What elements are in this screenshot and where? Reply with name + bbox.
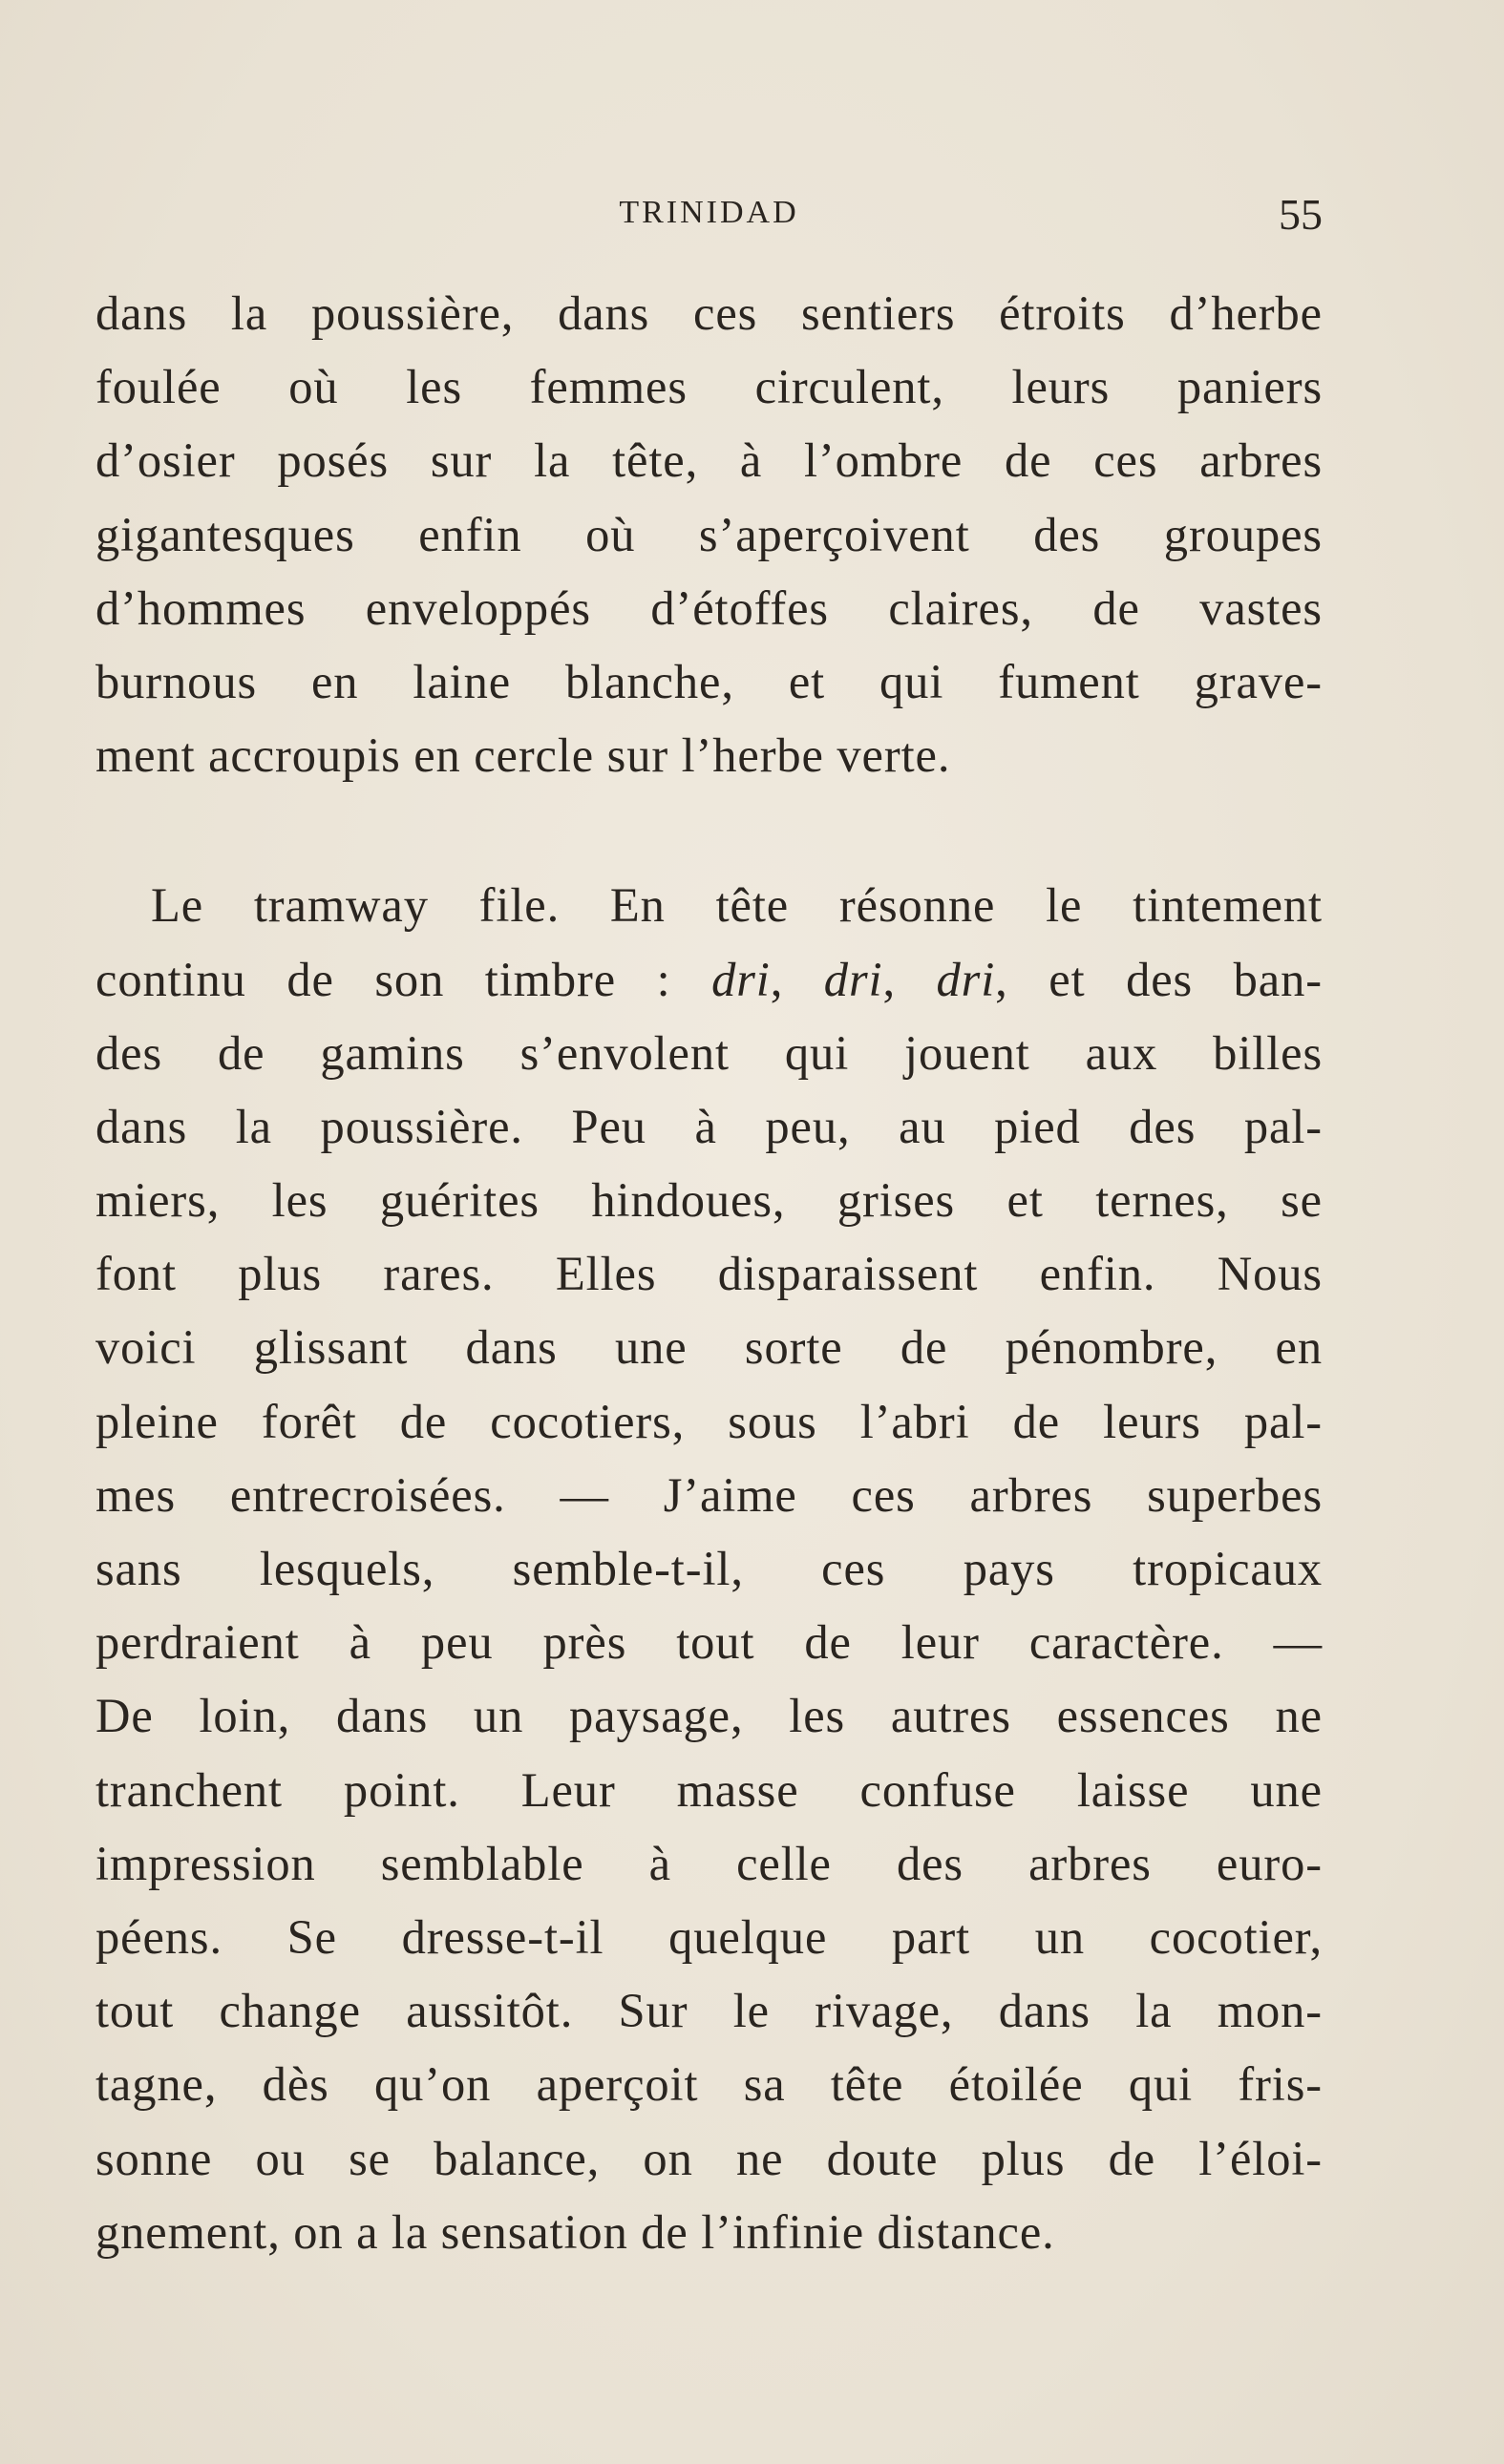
text-line: Le tramway file. En tête résonne le tintement bbox=[151, 878, 1323, 933]
page-number: 55 bbox=[1279, 190, 1323, 239]
text-line: De loin, dans un paysage, les autres essences ne bbox=[95, 1689, 1323, 1743]
text-line: perdraient à peu près tout de leur caractère. — bbox=[95, 1615, 1323, 1670]
text-line: foulée où les femmes circulent, leurs paniers bbox=[95, 360, 1323, 414]
italic-word: dri bbox=[823, 952, 883, 1006]
text-line: tagne, dès qu’on aperçoit sa tête étoilée qui fris- bbox=[95, 2057, 1323, 2112]
paragraph-2 bbox=[95, 869, 1323, 2269]
paragraph-1 bbox=[95, 277, 1323, 792]
body-text bbox=[95, 277, 1323, 2269]
page-header bbox=[95, 189, 1323, 237]
text-line: mes entrecroisées. — J’aime ces arbres superbes bbox=[95, 1467, 1323, 1522]
text-line: impression semblable à celle des arbres euro- bbox=[95, 1836, 1323, 1890]
paragraph-gap bbox=[95, 792, 1323, 869]
text-segment: , bbox=[882, 952, 937, 1006]
text-line: dans la poussière, dans ces sentiers étroits d’herbe bbox=[95, 286, 1323, 340]
text-line: gnement, on a la sensation de l’infinie distance. bbox=[95, 2204, 1055, 2259]
text-line: ment accroupis en cercle sur l’herbe verte. bbox=[95, 728, 951, 783]
text-line: miers, les guérites hindoues, grises et ternes, se bbox=[95, 1173, 1323, 1228]
text-line: tranchent point. Leur masse confuse laisse une bbox=[95, 1762, 1323, 1817]
text-line: gigantesques enfin où s’aperçoivent des groupes bbox=[95, 507, 1323, 561]
text-segment: continu de son timbre : bbox=[95, 952, 712, 1006]
text-line: sonne ou se balance, on ne doute plus de l’éloi- bbox=[95, 2131, 1323, 2185]
text-line: tout change aussitôt. Sur le rivage, dans la mon- bbox=[95, 1984, 1323, 2038]
text-segment: , et des ban- bbox=[995, 952, 1323, 1006]
text-line: burnous en laine blanche, et qui fument grave- bbox=[95, 654, 1323, 708]
italic-word: dri bbox=[936, 952, 996, 1006]
text-line: dans la poussière. Peu à peu, au pied des pal- bbox=[95, 1099, 1323, 1153]
text-line: d’osier posés sur la tête, à l’ombre de ces arbres bbox=[95, 433, 1323, 488]
text-line: voici glissant dans une sorte de pénombre, en bbox=[95, 1320, 1323, 1375]
italic-word: dri bbox=[711, 952, 771, 1006]
running-title: TRINIDAD bbox=[619, 195, 799, 230]
text-line: des de gamins s’envolent qui jouent aux billes bbox=[95, 1025, 1323, 1080]
text-line: d’hommes enveloppés d’étoffes claires, de vastes bbox=[95, 580, 1323, 635]
text-line: péens. Se dresse-t-il quelque part un cocotier, bbox=[95, 1909, 1323, 1964]
text-line: font plus rares. Elles disparaissent enfin. Nous bbox=[95, 1247, 1323, 1301]
text-segment: , bbox=[770, 952, 824, 1006]
text-line-with-italics bbox=[95, 943, 1323, 1017]
text-line: pleine forêt de cocotiers, sous l’abri de leurs pal- bbox=[95, 1394, 1323, 1448]
text-line: sans lesquels, semble-t-il, ces pays tropicaux bbox=[95, 1542, 1323, 1595]
